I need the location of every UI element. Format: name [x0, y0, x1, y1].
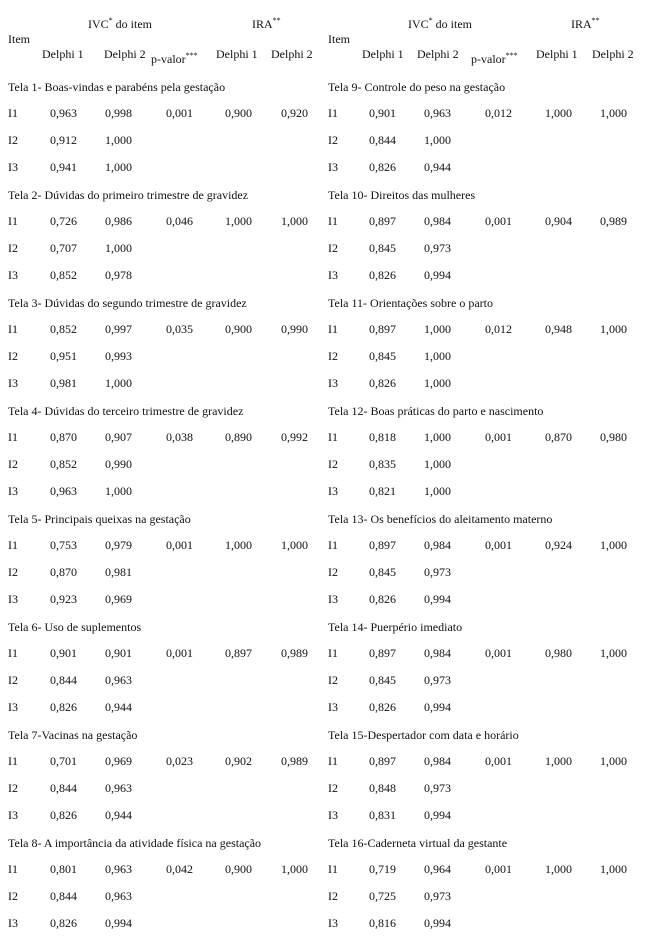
item-label: I1 [328, 862, 338, 876]
ivc-delphi1-value: 0,981 [50, 376, 77, 390]
item-label: I2 [328, 241, 338, 255]
header-ira-delphi1: Delphi 1 [536, 47, 578, 61]
ivc-delphi1-value: 0,719 [369, 862, 396, 876]
ira-delphi1-value: 0,924 [545, 538, 572, 552]
ivc-delphi2-value: 1,000 [424, 322, 451, 336]
item-label: I2 [328, 565, 338, 579]
ira-delphi2-value: 1,000 [281, 862, 308, 876]
ivc-delphi1-value: 0,707 [50, 241, 77, 255]
item-label: I2 [8, 133, 18, 147]
ivc-delphi2-value: 0,944 [105, 808, 132, 822]
section-title: Tela 11- Orientações sobre o parto [328, 296, 493, 310]
item-label: I3 [8, 484, 18, 498]
ira-delphi1-value: 0,904 [545, 214, 572, 228]
header-delphi2: Delphi 2 [104, 47, 146, 61]
item-label: I3 [328, 808, 338, 822]
ivc-delphi1-value: 0,826 [369, 268, 396, 282]
p-value: 0,001 [485, 214, 512, 228]
ira-delphi1-value: 0,870 [545, 430, 572, 444]
item-label: I1 [8, 754, 18, 768]
item-label: I1 [8, 322, 18, 336]
ivc-delphi1-value: 0,897 [369, 322, 396, 336]
ira-delphi2-value: 1,000 [600, 538, 627, 552]
ira-delphi2-value: 1,000 [600, 322, 627, 336]
ivc-delphi2-value: 0,964 [424, 862, 451, 876]
ivc-delphi1-value: 0,701 [50, 754, 77, 768]
p-value: 0,001 [166, 538, 193, 552]
section-title: Tela 6- Uso de suplementos [8, 620, 142, 634]
ivc-delphi2-value: 0,963 [105, 673, 132, 687]
ira-delphi1-value: 1,000 [545, 106, 572, 120]
p-value: 0,046 [166, 214, 193, 228]
ivc-delphi2-value: 1,000 [105, 160, 132, 174]
ivc-delphi2-value: 0,994 [424, 700, 451, 714]
ivc-delphi2-value: 0,984 [424, 754, 451, 768]
ivc-delphi1-value: 0,831 [369, 808, 396, 822]
ivc-delphi1-value: 0,923 [50, 592, 77, 606]
ivc-delphi1-value: 0,870 [50, 430, 77, 444]
ira-delphi1-value: 1,000 [545, 754, 572, 768]
ira-delphi1-value: 0,902 [225, 754, 252, 768]
ivc-delphi2-value: 0,963 [105, 862, 132, 876]
ivc-delphi2-value: 0,981 [105, 565, 132, 579]
header-ira: IRA** [571, 16, 600, 31]
item-label: I1 [328, 538, 338, 552]
ira-delphi1-value: 0,980 [545, 646, 572, 660]
ivc-delphi1-value: 0,826 [369, 376, 396, 390]
item-label: I2 [328, 133, 338, 147]
ivc-delphi1-value: 0,845 [369, 673, 396, 687]
ivc-delphi1-value: 0,852 [50, 322, 77, 336]
section-title: Tela 12- Boas práticas do parto e nascimento [328, 404, 544, 418]
item-label: I1 [328, 322, 338, 336]
ivc-delphi2-value: 0,998 [105, 106, 132, 120]
ivc-delphi1-value: 0,951 [50, 349, 77, 363]
section-title: Tela 10- Direitos das mulheres [328, 188, 476, 202]
item-label: I1 [8, 430, 18, 444]
section-title: Tela 3- Dúvidas do segundo trimestre de gravidez [8, 296, 247, 310]
item-label: I3 [328, 268, 338, 282]
ivc-delphi1-value: 0,963 [50, 484, 77, 498]
item-label: I1 [328, 214, 338, 228]
ira-delphi1-value: 0,900 [225, 322, 252, 336]
ivc-delphi1-value: 0,826 [369, 700, 396, 714]
ivc-delphi2-value: 0,997 [105, 322, 132, 336]
p-value: 0,001 [166, 646, 193, 660]
ivc-delphi2-value: 0,994 [424, 592, 451, 606]
p-value: 0,012 [485, 322, 512, 336]
header-delphi1: Delphi 1 [362, 47, 404, 61]
header-ira-delphi2: Delphi 2 [271, 47, 313, 61]
ivc-delphi2-value: 0,973 [424, 889, 451, 903]
item-label: I1 [8, 106, 18, 120]
ivc-delphi2-value: 0,984 [424, 214, 451, 228]
ivc-delphi1-value: 0,816 [369, 916, 396, 930]
section-title: Tela 16-Caderneta virtual da gestante [328, 836, 508, 850]
item-label: I2 [328, 673, 338, 687]
ivc-delphi1-value: 0,897 [369, 646, 396, 660]
ivc-delphi2-value: 1,000 [105, 241, 132, 255]
header-pvalor: p-valor*** [471, 51, 518, 66]
ivc-delphi2-value: 0,963 [105, 889, 132, 903]
ivc-delphi2-value: 0,944 [105, 700, 132, 714]
item-label: I1 [328, 106, 338, 120]
item-label: I3 [328, 484, 338, 498]
item-label: I1 [8, 646, 18, 660]
item-label: I3 [8, 268, 18, 282]
section-title: Tela 8- A importância da atividade física na gestação [8, 836, 262, 850]
section-title: Tela 4- Dúvidas do terceiro trimestre de gravidez [8, 404, 244, 418]
p-value: 0,001 [485, 646, 512, 660]
ivc-delphi1-value: 0,897 [369, 754, 396, 768]
ivc-delphi1-value: 0,801 [50, 862, 77, 876]
section-title: Tela 13- Os benefícios do aleitamento materno [328, 512, 553, 526]
ivc-delphi1-value: 0,835 [369, 457, 396, 471]
ivc-delphi2-value: 0,994 [105, 916, 132, 930]
header-pvalor: p-valor*** [151, 51, 198, 66]
item-label: I1 [328, 430, 338, 444]
header-delphi2: Delphi 2 [417, 47, 459, 61]
section-title: Tela 5- Principais queixas na gestação [8, 512, 191, 526]
ivc-delphi2-value: 0,984 [424, 538, 451, 552]
section-title: Tela 2- Dúvidas do primeiro trimestre de gravidez [8, 188, 249, 202]
ivc-delphi1-value: 0,870 [50, 565, 77, 579]
ira-delphi2-value: 1,000 [281, 538, 308, 552]
ivc-delphi1-value: 0,852 [50, 457, 77, 471]
item-label: I2 [8, 241, 18, 255]
p-value: 0,001 [485, 430, 512, 444]
item-label: I3 [8, 808, 18, 822]
p-value: 0,001 [166, 106, 193, 120]
item-label: I3 [328, 916, 338, 930]
ivc-delphi1-value: 0,845 [369, 349, 396, 363]
item-label: I1 [8, 538, 18, 552]
ira-delphi1-value: 0,897 [225, 646, 252, 660]
ivc-delphi2-value: 0,994 [424, 916, 451, 930]
item-label: I2 [328, 781, 338, 795]
section-title: Tela 15-Despertador com data e horário [328, 728, 519, 742]
ivc-delphi1-value: 0,941 [50, 160, 77, 174]
ivc-delphi1-value: 0,844 [50, 673, 77, 687]
ivc-delphi1-value: 0,844 [50, 889, 77, 903]
ivc-delphi2-value: 0,993 [105, 349, 132, 363]
ivc-delphi2-value: 0,973 [424, 781, 451, 795]
item-label: I3 [8, 592, 18, 606]
ivc-delphi1-value: 0,901 [50, 646, 77, 660]
ivc-delphi1-value: 0,821 [369, 484, 396, 498]
ivc-delphi2-value: 0,986 [105, 214, 132, 228]
item-label: I1 [328, 646, 338, 660]
ira-delphi1-value: 0,900 [225, 106, 252, 120]
ivc-delphi1-value: 0,897 [369, 538, 396, 552]
ira-delphi2-value: 1,000 [600, 862, 627, 876]
item-label: I2 [8, 889, 18, 903]
table-right-half [324, 0, 648, 947]
ivc-delphi2-value: 0,907 [105, 430, 132, 444]
header-item: Item [328, 32, 350, 46]
ivc-delphi1-value: 0,844 [369, 133, 396, 147]
ivc-delphi2-value: 0,973 [424, 673, 451, 687]
ira-delphi2-value: 0,990 [281, 322, 308, 336]
header-ivc: IVC* do item [88, 16, 152, 31]
ivc-delphi2-value: 1,000 [424, 484, 451, 498]
item-label: I3 [8, 376, 18, 390]
item-label: I2 [8, 565, 18, 579]
section-title: Tela 7-Vacinas na gestação [8, 728, 138, 742]
ira-delphi1-value: 0,948 [545, 322, 572, 336]
ira-delphi2-value: 0,992 [281, 430, 308, 444]
p-value: 0,012 [485, 106, 512, 120]
ivc-delphi1-value: 0,826 [50, 808, 77, 822]
ivc-delphi1-value: 0,726 [50, 214, 77, 228]
p-value: 0,001 [485, 754, 512, 768]
header-ira: IRA** [252, 16, 281, 31]
ivc-delphi2-value: 0,963 [105, 781, 132, 795]
ivc-delphi2-value: 1,000 [424, 430, 451, 444]
item-label: I3 [328, 592, 338, 606]
header-delphi1: Delphi 1 [42, 47, 84, 61]
item-label: I3 [328, 160, 338, 174]
ira-delphi2-value: 0,989 [281, 646, 308, 660]
ivc-delphi2-value: 0,973 [424, 241, 451, 255]
ira-delphi1-value: 1,000 [225, 214, 252, 228]
ira-delphi2-value: 0,989 [600, 214, 627, 228]
ivc-delphi2-value: 1,000 [424, 133, 451, 147]
ivc-delphi1-value: 0,826 [50, 700, 77, 714]
ivc-delphi1-value: 0,963 [50, 106, 77, 120]
ivc-delphi1-value: 0,912 [50, 133, 77, 147]
header-item: Item [8, 32, 30, 46]
item-label: I2 [8, 673, 18, 687]
ira-delphi2-value: 0,989 [281, 754, 308, 768]
ivc-delphi1-value: 0,897 [369, 214, 396, 228]
ivc-delphi2-value: 0,984 [424, 646, 451, 660]
item-label: I3 [8, 700, 18, 714]
header-ivc: IVC* do item [408, 16, 472, 31]
ivc-delphi2-value: 0,944 [424, 160, 451, 174]
ivc-delphi1-value: 0,845 [369, 241, 396, 255]
ivc-delphi2-value: 0,990 [105, 457, 132, 471]
ivc-delphi2-value: 0,901 [105, 646, 132, 660]
ivc-delphi2-value: 1,000 [424, 349, 451, 363]
ira-delphi1-value: 0,900 [225, 862, 252, 876]
header-ira-delphi2: Delphi 2 [592, 47, 634, 61]
ivc-delphi1-value: 0,844 [50, 781, 77, 795]
ivc-delphi1-value: 0,753 [50, 538, 77, 552]
ivc-delphi1-value: 0,725 [369, 889, 396, 903]
section-title: Tela 9- Controle do peso na gestação [328, 80, 506, 94]
ivc-delphi1-value: 0,848 [369, 781, 396, 795]
item-label: I3 [8, 160, 18, 174]
ivc-delphi1-value: 0,826 [50, 916, 77, 930]
ivc-delphi2-value: 0,969 [105, 592, 132, 606]
p-value: 0,001 [485, 538, 512, 552]
ira-delphi2-value: 1,000 [600, 754, 627, 768]
p-value: 0,042 [166, 862, 193, 876]
item-label: I2 [328, 889, 338, 903]
ivc-delphi1-value: 0,901 [369, 106, 396, 120]
ivc-delphi2-value: 1,000 [105, 133, 132, 147]
ivc-delphi2-value: 0,973 [424, 565, 451, 579]
item-label: I1 [328, 754, 338, 768]
p-value: 0,001 [485, 862, 512, 876]
section-title: Tela 14- Puerpério imediato [328, 620, 463, 634]
ivc-delphi2-value: 0,994 [424, 268, 451, 282]
section-title: Tela 1- Boas-vindas e parabéns pela gestação [8, 80, 226, 94]
item-label: I2 [8, 349, 18, 363]
ivc-delphi1-value: 0,826 [369, 160, 396, 174]
item-label: I2 [328, 457, 338, 471]
item-label: I1 [8, 214, 18, 228]
ira-delphi1-value: 1,000 [225, 538, 252, 552]
ira-delphi2-value: 0,980 [600, 430, 627, 444]
item-label: I1 [8, 862, 18, 876]
ira-delphi1-value: 0,890 [225, 430, 252, 444]
ivc-delphi2-value: 0,978 [105, 268, 132, 282]
ivc-delphi1-value: 0,818 [369, 430, 396, 444]
ivc-delphi2-value: 1,000 [105, 376, 132, 390]
ivc-delphi2-value: 0,979 [105, 538, 132, 552]
ivc-delphi2-value: 0,969 [105, 754, 132, 768]
ira-delphi2-value: 1,000 [600, 106, 627, 120]
ivc-delphi2-value: 1,000 [424, 376, 451, 390]
item-label: I2 [8, 457, 18, 471]
p-value: 0,035 [166, 322, 193, 336]
ivc-delphi2-value: 1,000 [105, 484, 132, 498]
ivc-delphi2-value: 0,994 [424, 808, 451, 822]
ira-delphi2-value: 1,000 [281, 214, 308, 228]
p-value: 0,023 [166, 754, 193, 768]
p-value: 0,038 [166, 430, 193, 444]
ivc-delphi2-value: 1,000 [424, 457, 451, 471]
ira-delphi2-value: 1,000 [600, 646, 627, 660]
ira-delphi2-value: 0,920 [281, 106, 308, 120]
ivc-delphi1-value: 0,852 [50, 268, 77, 282]
item-label: I3 [8, 916, 18, 930]
item-label: I2 [8, 781, 18, 795]
ira-delphi1-value: 1,000 [545, 862, 572, 876]
ivc-delphi1-value: 0,826 [369, 592, 396, 606]
header-ira-delphi1: Delphi 1 [216, 47, 258, 61]
item-label: I3 [328, 700, 338, 714]
ivc-delphi2-value: 0,963 [424, 106, 451, 120]
item-label: I3 [328, 376, 338, 390]
item-label: I2 [328, 349, 338, 363]
ivc-delphi1-value: 0,845 [369, 565, 396, 579]
